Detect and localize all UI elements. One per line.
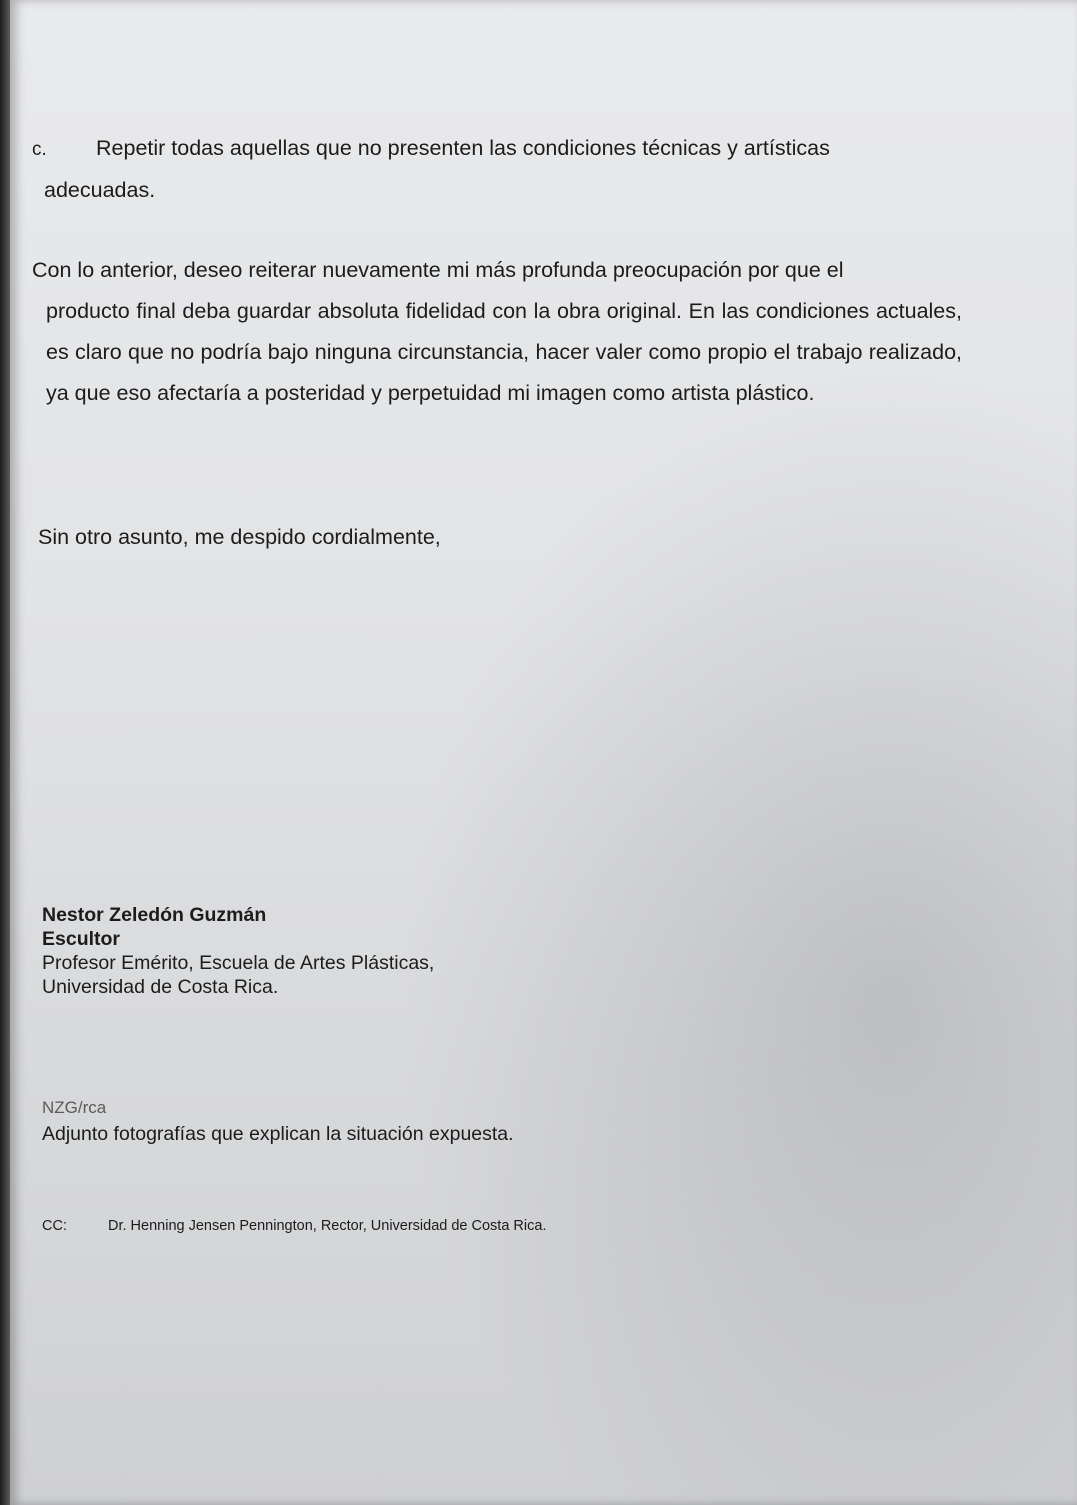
signature-block xyxy=(42,903,434,999)
main-paragraph-rest: producto final deba guardar absoluta fidelidad con la obra original. En las condiciones actuales, es claro que no podría bajo ninguna circunstancia, hacer valer como propio el trabajo realizado, ya que eso afectaría a posteridad y perpetuidad mi imagen como artista plástico. xyxy=(46,299,962,405)
cc-line xyxy=(42,1218,546,1234)
document-page xyxy=(10,0,1077,1505)
list-item-c xyxy=(32,128,962,211)
signer-institution: Universidad de Costa Rica. xyxy=(42,976,279,998)
list-item-text-line2: adecuadas. xyxy=(44,178,156,202)
reference-initials: NZG/rca xyxy=(42,1098,107,1117)
main-paragraph-line1: Con lo anterior, deseo reiterar nuevamente mi más profunda preocupación por que el xyxy=(32,258,844,282)
closing-line: Sin otro asunto, me despido cordialmente, xyxy=(38,525,441,549)
list-item-text-line1: Repetir todas aquellas que no presenten las condiciones técnicas y artísticas xyxy=(96,136,830,160)
attachment-note: Adjunto fotografías que explican la situación expuesta. xyxy=(42,1123,514,1145)
cc-recipient: Dr. Henning Jensen Pennington, Rector, Universidad de Costa Rica. xyxy=(108,1218,547,1234)
cc-label: CC: xyxy=(42,1218,67,1234)
main-paragraph xyxy=(32,250,962,414)
signer-name: Nestor Zeledón Guzmán xyxy=(42,904,267,926)
list-item-letter: c. xyxy=(32,139,47,160)
binding-edge xyxy=(0,0,10,1505)
signer-role: Escultor xyxy=(42,928,121,950)
signer-title: Profesor Emérito, Escuela de Artes Plásticas, xyxy=(42,952,435,974)
